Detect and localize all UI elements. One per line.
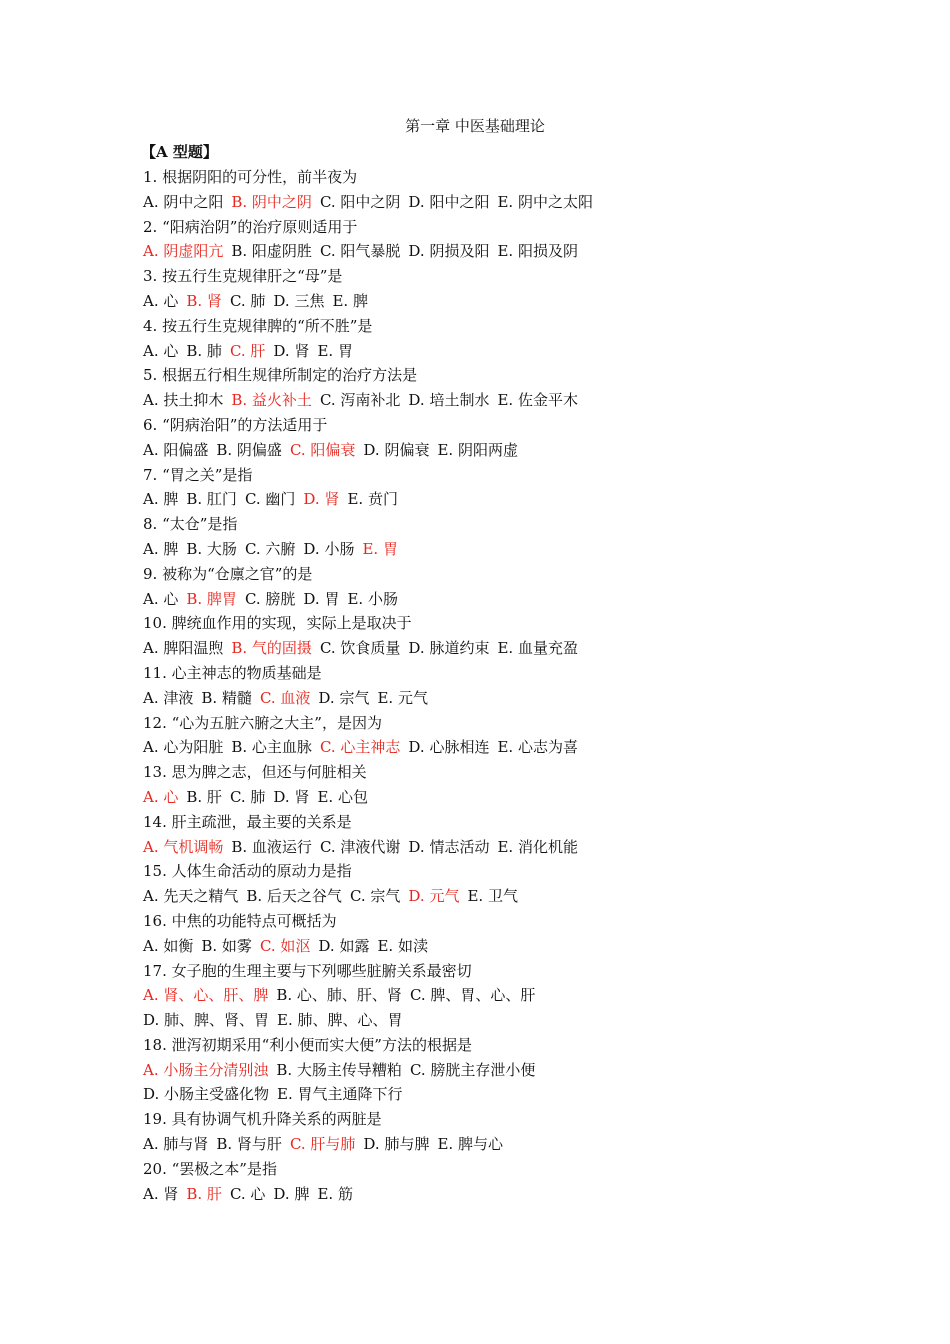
options-row — [143, 1182, 903, 1207]
correct-option: D. 元气 — [408, 887, 460, 906]
options-row — [143, 1058, 903, 1083]
option: D. 阴损及阳 — [408, 242, 490, 261]
option: E. 阴阳两虚 — [437, 440, 518, 459]
correct-option: B. 脾胃 — [186, 589, 237, 608]
option: A. 心 — [143, 291, 179, 310]
option: C. 饮食质量 — [319, 639, 401, 658]
option: D. 宗气 — [318, 688, 370, 707]
option: C. 肺 — [229, 787, 266, 806]
options-row — [143, 636, 903, 661]
option: E. 消化机能 — [497, 837, 578, 856]
question-stem: 15. 人体生命活动的原动力是指 — [143, 862, 352, 881]
question-stem: 5. 根据五行相生规律所制定的治疗方法是 — [143, 366, 418, 385]
options-row — [143, 686, 903, 711]
question-stem: 11. 心主神志的物质基础是 — [143, 663, 322, 682]
question-stem: 14. 肝主疏泄，最主要的关系是 — [143, 812, 352, 831]
correct-option: C. 阳偏衰 — [289, 440, 356, 459]
option: C. 泻南补北 — [319, 391, 401, 410]
options-row — [143, 388, 903, 413]
correct-option: A. 肾、心、肝、脾 — [143, 986, 269, 1005]
option: A. 肾 — [143, 1184, 179, 1203]
correct-option: A. 小肠主分清别浊 — [143, 1060, 269, 1079]
question-stem: 12. “心为五脏六腑之大主”，是因为 — [143, 713, 382, 732]
option: D. 如露 — [318, 936, 370, 955]
option: A. 脾 — [143, 539, 179, 558]
correct-option: B. 肾 — [186, 291, 222, 310]
option: A. 如衡 — [143, 936, 194, 955]
correct-option: A. 阴虚阳亢 — [143, 242, 224, 261]
option: A. 扶土抑木 — [143, 391, 224, 410]
options-row — [143, 339, 903, 364]
option: C. 阳中之阴 — [319, 192, 401, 211]
question-stem: 8. “太仓”是指 — [143, 515, 238, 534]
option: E. 肺、脾、心、胃 — [277, 1011, 403, 1030]
option: D. 三焦 — [273, 291, 325, 310]
option: C. 膀胱 — [244, 589, 296, 608]
correct-option: C. 血液 — [259, 688, 311, 707]
question-stem: 16. 中焦的功能特点可概括为 — [143, 911, 337, 930]
option: E. 心志为喜 — [497, 738, 578, 757]
options-row — [143, 487, 903, 512]
option: E. 筋 — [317, 1184, 353, 1203]
option: E. 如渎 — [377, 936, 428, 955]
option: C. 幽门 — [244, 490, 296, 509]
option: D. 小肠主受盛化物 — [143, 1085, 270, 1104]
options-row — [143, 835, 903, 860]
option: B. 肛门 — [186, 490, 237, 509]
correct-option: E. 胃 — [362, 539, 398, 558]
options-row — [143, 785, 903, 810]
option: B. 大肠 — [186, 539, 237, 558]
option: B. 精髓 — [201, 688, 252, 707]
option: A. 肺与肾 — [143, 1135, 209, 1154]
option: A. 脾 — [143, 490, 179, 509]
option: C. 津液代谢 — [319, 837, 401, 856]
correct-option: B. 气的固摄 — [231, 639, 312, 658]
question-stem: 9. 被称为“仓廪之官”的是 — [143, 564, 313, 583]
option: C. 宗气 — [349, 887, 401, 906]
option: A. 阴中之阳 — [143, 192, 224, 211]
option: E. 脾 — [332, 291, 368, 310]
option: E. 血量充盈 — [497, 639, 578, 658]
question-stem: 19. 具有协调气机升降关系的两脏是 — [143, 1110, 382, 1129]
question-stem: 13. 思为脾之志，但还与何脏相关 — [143, 763, 367, 782]
option: A. 心 — [143, 341, 179, 360]
option: E. 元气 — [377, 688, 428, 707]
correct-option: D. 肾 — [303, 490, 340, 509]
option: B. 血液运行 — [231, 837, 312, 856]
options-row — [143, 537, 903, 562]
question-stem: 4. 按五行生克规律脾的“所不胜”是 — [143, 316, 373, 335]
question-stem: 3. 按五行生克规律肝之“母”是 — [143, 267, 343, 286]
option: A. 阳偏盛 — [143, 440, 209, 459]
option: D. 肾 — [273, 787, 310, 806]
question-stem: 2. “阳病治阴”的治疗原则适用于 — [143, 217, 358, 236]
options-row — [143, 289, 903, 314]
correct-option: C. 肝 — [229, 341, 266, 360]
options-row — [143, 1132, 903, 1157]
option: D. 培土制水 — [408, 391, 490, 410]
options-row — [143, 735, 903, 760]
question-stem: 10. 脾统血作用的实现，实际上是取决于 — [143, 614, 412, 633]
option: D. 肺、脾、肾、胃 — [143, 1011, 270, 1030]
option: B. 肺 — [186, 341, 222, 360]
option: E. 脾与心 — [437, 1135, 503, 1154]
option: E. 心包 — [317, 787, 368, 806]
question-stem: 7. “胃之关”是指 — [143, 465, 253, 484]
option: E. 佐金平木 — [497, 391, 578, 410]
option: E. 贲门 — [347, 490, 398, 509]
section-heading: 【A 型题】 — [141, 143, 218, 161]
correct-option: C. 肝与肺 — [289, 1135, 356, 1154]
option: D. 心脉相连 — [408, 738, 490, 757]
question-stem: 6. “阴病治阳”的方法适用于 — [143, 415, 328, 434]
option: A. 心为阳脏 — [143, 738, 224, 757]
option: D. 阴偏衰 — [363, 440, 430, 459]
options-row — [143, 934, 903, 959]
option: D. 脾 — [273, 1184, 310, 1203]
option: D. 肺与脾 — [363, 1135, 430, 1154]
options-row — [143, 239, 903, 264]
option: D. 肾 — [273, 341, 310, 360]
option: B. 阴偏盛 — [216, 440, 282, 459]
option: B. 心、肺、肝、肾 — [276, 986, 402, 1005]
option: D. 阳中之阳 — [408, 192, 490, 211]
option: E. 卫气 — [467, 887, 518, 906]
correct-option: B. 肝 — [186, 1184, 222, 1203]
option: A. 脾阳温煦 — [143, 639, 224, 658]
option: B. 如雾 — [201, 936, 252, 955]
question-list — [143, 165, 903, 1206]
option: C. 肺 — [229, 291, 266, 310]
chapter-title: 第一章 中医基础理论 — [405, 117, 545, 135]
option: C. 六腑 — [244, 539, 296, 558]
question-stem: 20. “罢极之本”是指 — [143, 1159, 277, 1178]
option: E. 阴中之太阳 — [497, 192, 593, 211]
option: B. 心主血脉 — [231, 738, 312, 757]
option: E. 阳损及阴 — [497, 242, 578, 261]
options-row — [143, 190, 903, 215]
option: A. 心 — [143, 589, 179, 608]
option: B. 大肠主传导糟粕 — [276, 1060, 402, 1079]
option: D. 小肠 — [303, 539, 355, 558]
correct-option: A. 气机调畅 — [143, 837, 224, 856]
option: D. 胃 — [303, 589, 340, 608]
option: B. 肾与肝 — [216, 1135, 282, 1154]
options-row — [143, 983, 903, 1008]
option: B. 肝 — [186, 787, 222, 806]
option: C. 膀胱主存泄小便 — [409, 1060, 536, 1079]
option: C. 阳气暴脱 — [319, 242, 401, 261]
option: A. 先天之精气 — [143, 887, 239, 906]
option: E. 胃气主通降下行 — [277, 1085, 403, 1104]
option: A. 津液 — [143, 688, 194, 707]
question-stem: 18. 泄泻初期采用“利小便而实大便”方法的根据是 — [143, 1035, 472, 1054]
option: D. 情志活动 — [408, 837, 490, 856]
options-row — [143, 1082, 903, 1107]
option: C. 脾、胃、心、肝 — [409, 986, 536, 1005]
option: B. 阳虚阴胜 — [231, 242, 312, 261]
option: E. 小肠 — [347, 589, 398, 608]
options-row — [143, 587, 903, 612]
question-stem: 17. 女子胞的生理主要与下列哪些脏腑关系最密切 — [143, 961, 472, 980]
option: B. 后天之谷气 — [246, 887, 342, 906]
correct-option: A. 心 — [143, 787, 179, 806]
correct-option: C. 如沤 — [259, 936, 311, 955]
correct-option: B. 益火补土 — [231, 391, 312, 410]
correct-option: B. 阴中之阴 — [231, 192, 312, 211]
options-row — [143, 438, 903, 463]
question-stem: 1. 根据阴阳的可分性，前半夜为 — [143, 168, 358, 186]
option: C. 心 — [229, 1184, 266, 1203]
option: D. 脉道约束 — [408, 639, 490, 658]
options-row — [143, 1008, 903, 1033]
option: E. 胃 — [317, 341, 353, 360]
options-row — [143, 884, 903, 909]
correct-option: C. 心主神志 — [319, 738, 401, 757]
